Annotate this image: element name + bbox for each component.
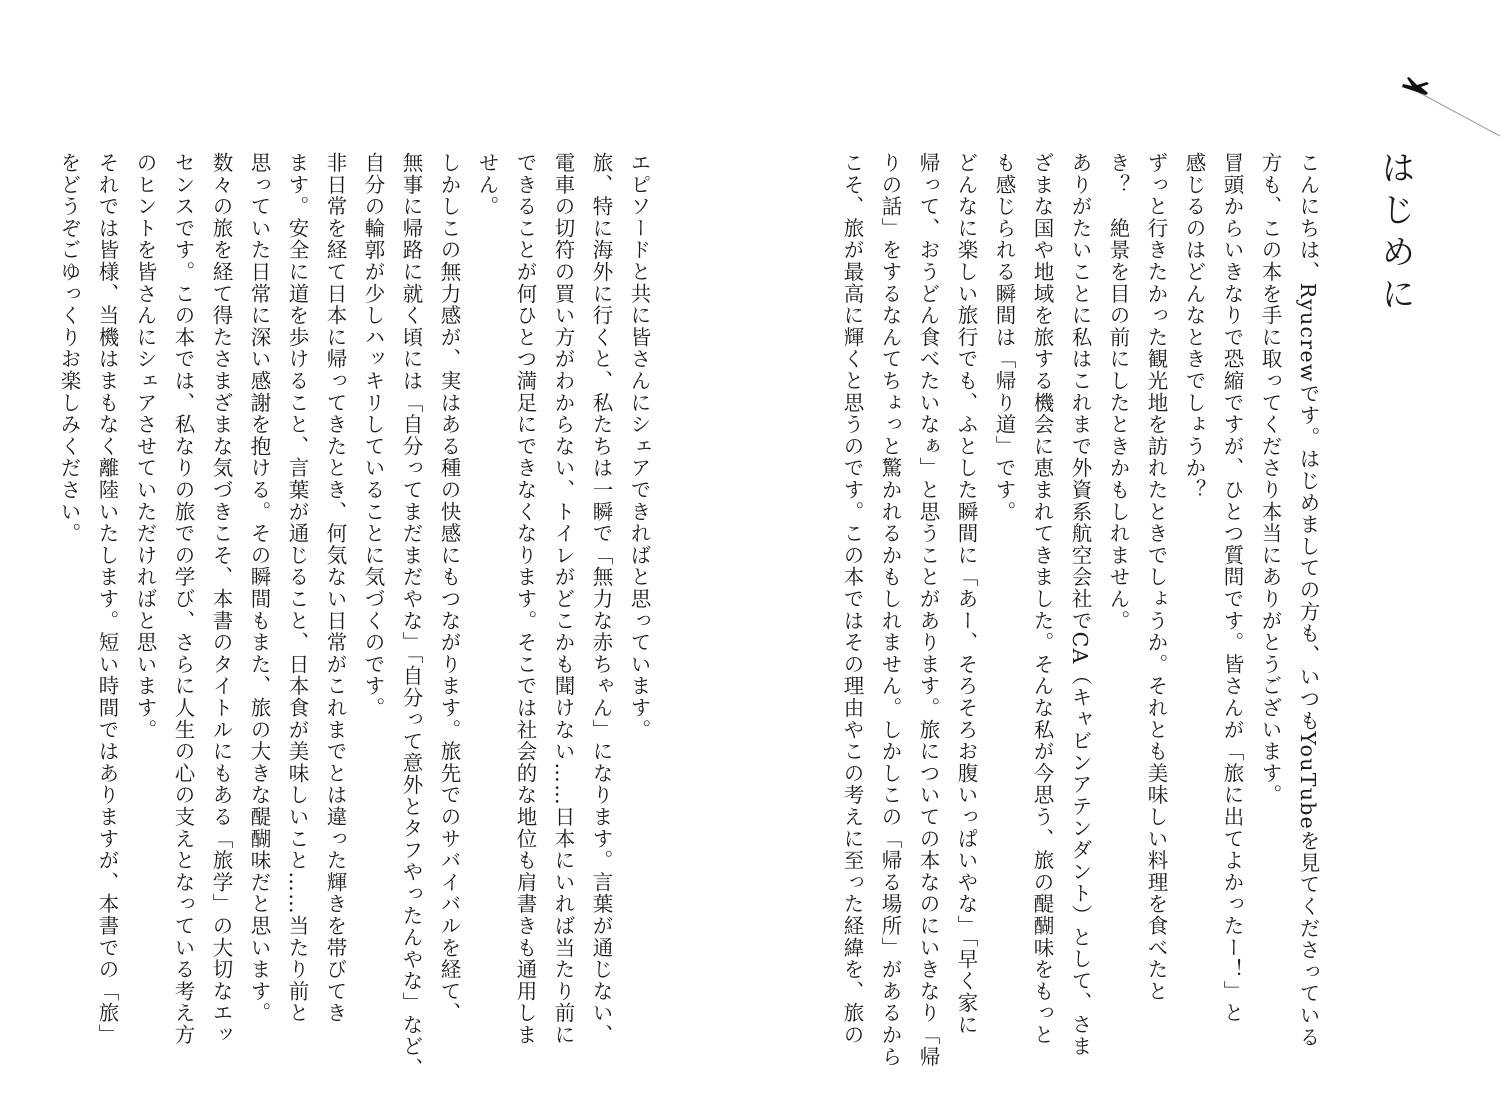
text-line: をどうぞごゆっくりお楽しみください。	[57, 152, 81, 545]
text-line: できることが何ひとつ満足にできなくなります。そこでは社会的な地位も肩書きも通用しま	[513, 152, 537, 1046]
text-line: こんにちは、Ryucrewです。はじめましての方も、いつもYouTubeを見てくださっている	[1296, 152, 1320, 1049]
text-line: りの話」をするなんてちょっと驚かれるかもしれません。しかしこの「帰る場所」があるから	[878, 152, 902, 1068]
airplane-icon	[1400, 70, 1500, 150]
chapter-title: はじめに	[1375, 150, 1415, 318]
text-line: 自分の輪郭が少しハッキリしていることに気づくのです。	[361, 152, 385, 719]
text-line: ざまな国や地域を旅する機会に恵まれてきました。そんな私が今思う、旅の醍醐味をもっと	[1030, 152, 1054, 1046]
text-line: センスです。この本では、私なりの旅での学び、さらに人生の心の支えとなっている考え方	[171, 152, 195, 1046]
text-line: 旅、特に海外に行くと、私たちは一瞬で「無力な赤ちゃん」になります。言葉が通じない、	[589, 152, 613, 1046]
text-line: のヒントを皆さんにシェアさせていただければと思います。	[133, 152, 157, 741]
text-line: エピソードと共に皆さんにシェアできればと思っています。	[627, 152, 651, 741]
text-line: どんなに楽しい旅行でも、ふとした瞬間に「あー、そろそろお腹いっぱいやな」「早く家に	[954, 152, 978, 1036]
text-line: 無事に帰路に就く頃には「自分ってまだまだやな」「自分って意外とタフやったんやな」など、	[399, 152, 423, 1080]
text-line: ありがたいことに私はこれまで外資系航空会社でCA（キャビンアテンダント）として、さま	[1068, 152, 1092, 1058]
text-line: 数々の旅を経て得たさまざまな気づきこそ、本書のタイトルにもある「旅学」の大切なエッ	[209, 152, 233, 1046]
text-line: 冒頭からいきなりで恐縮ですが、ひとつ質問です。皆さんが「旅に出てよかったー！」と	[1220, 152, 1244, 1024]
text-line: き？ 絶景を目の前にしたときかもしれません。	[1106, 152, 1130, 632]
text-line: 方も、この本を手に取ってくださり本当にありがとうございます。	[1258, 152, 1282, 806]
text-line: 思っていた日常に深い感謝を抱ける。その瞬間もまた、旅の大きな醍醐味だと思います。	[247, 152, 271, 1024]
text-line: 感じるのはどんなときでしょうか？	[1182, 152, 1206, 501]
text-line: それでは皆様、当機はまもなく離陸いたします。短い時間ではありますが、本書での「旅」	[95, 152, 119, 1046]
text-line: こそ、旅が最高に輝くと思うのです。この本ではその理由やこの考えに至った経緯を、旅の	[840, 152, 864, 1046]
text-line: ます。安全に道を歩けること、言葉が通じること、日本食が美味しいこと……当たり前と	[285, 152, 309, 1024]
text-line: 帰って、おうどん食べたいなぁ」と思うことがあります。旅についての本なのにいきなり「帰	[916, 152, 940, 1068]
text-line: しかしこの無力感が、実はある種の快感にもつながります。旅先でのサバイバルを経て、	[437, 152, 461, 1024]
text-line: も感じられる瞬間は「帰り道」です。	[992, 152, 1016, 523]
text-line: ずっと行きたかった観光地を訪れたときでしょうか。それとも美味しい料理を食べたと	[1144, 152, 1168, 1003]
text-line: 電車の切符の買い方がわからない、トイレがどこかも聞けない……日本にいれば当たり前に	[551, 152, 575, 1046]
text-line: 非日常を経て日本に帰ってきたとき、何気ない日常がこれまでとは違った輝きを帯びてき	[323, 152, 347, 1024]
text-line: せん。	[475, 152, 499, 218]
